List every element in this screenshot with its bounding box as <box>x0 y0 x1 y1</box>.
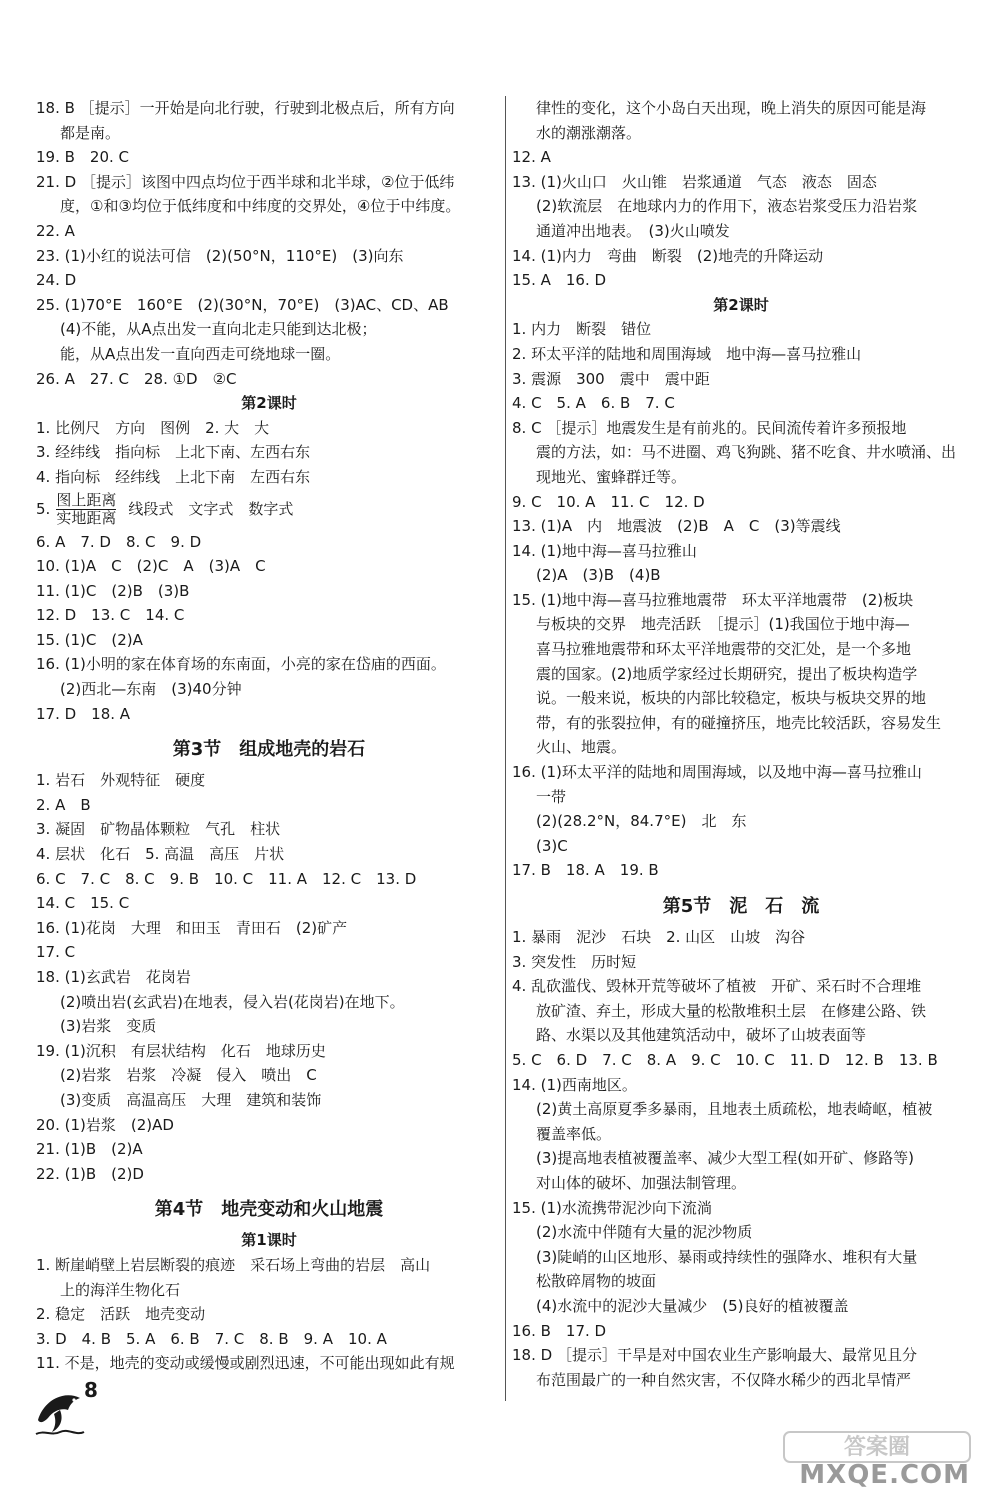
answer-line: 22. A <box>36 221 75 240</box>
answer-line: 1. 岩石 外观特征 硬度 <box>36 771 206 790</box>
answer-line: 4. 层状 化石 5. 高温 高压 片状 <box>36 845 285 864</box>
answer-line: (2)喷出岩(玄武岩)在地表，侵入岩(花岗岩)在地下。 <box>60 992 405 1011</box>
section-heading: 第4节 地壳变动和火山地震 <box>154 1199 384 1221</box>
answer-line: 水的潮涨潮落。 <box>536 123 642 142</box>
answer-line: 19. B 20. C <box>36 148 130 167</box>
answer-line: 震的方法，如：马不进圈、鸡飞狗跳、猪不吃食、井水喷涌、出 <box>536 443 957 462</box>
answer-line: 13. (1)A 内 地震波 (2)B A C (3)等震线 <box>512 517 841 536</box>
answer-line: 17. D 18. A <box>36 704 131 723</box>
lesson-heading: 第1课时 <box>241 1231 297 1250</box>
answer-line: 覆盖率低。 <box>536 1124 612 1143</box>
answer-line: (2)A (3)B (4)B <box>536 566 661 585</box>
answer-line: 6. C 7. C 8. C 9. B 10. C 11. A 12. C 13. D <box>36 869 417 888</box>
dolphin-logo-icon <box>30 1380 90 1440</box>
answer-text: 线段式 文字式 数字式 <box>128 500 294 519</box>
answer-line: (2)软流层 在地球内力的作用下，液态岩浆受压力沿岩浆 <box>536 197 918 216</box>
lesson-heading: 第2课时 <box>241 394 297 413</box>
fraction-denominator: 实地距离 <box>56 509 117 527</box>
answer-line: 13. (1)火山口 火山锥 岩浆通道 气态 液态 固态 <box>512 172 877 191</box>
answer-line: 3. 经纬线 指向标 上北下南、左西右东 <box>36 443 311 462</box>
answer-line: 3. D 4. B 5. A 6. B 7. C 8. B 9. A 10. A <box>36 1329 387 1348</box>
answer-line: 4. 指向标 经纬线 上北下南 左西右东 <box>36 467 311 486</box>
section-heading: 第5节 泥 石 流 <box>662 896 820 917</box>
answer-line: 路、水渠以及其他建筑活动中，破坏了山坡表面等 <box>536 1026 867 1045</box>
answer-line: 能，从A点出发一直向西走可绕地球一圈。 <box>60 344 341 363</box>
answer-line: 16. (1)环太平洋的陆地和周围海域，以及地中海—喜马拉雅山 <box>512 763 922 782</box>
answer-line: (2)水流中伴随有大量的泥沙物质 <box>536 1223 753 1242</box>
left-column <box>36 96 502 1376</box>
answer-line: 松散碎屑物的坡面 <box>536 1272 657 1291</box>
answer-line: (2)岩浆 岩浆 冷凝 侵入 喷出 C <box>60 1066 317 1085</box>
answer-line: 8. C ［提示］地震发生是有前兆的。民间流传着许多预报地 <box>512 418 907 437</box>
answer-line: 律性的变化，这个小岛白天出现，晚上消失的原因可能是海 <box>536 99 927 117</box>
answer-line: 度，①和③均位于低纬度和中纬度的交界处，④位于中纬度。 <box>60 197 461 216</box>
answer-line: (2)黄土高原夏季多暴雨，且地表土质疏松，地表崎岖，植被 <box>536 1100 933 1119</box>
answer-line: 14. (1)西南地区。 <box>512 1075 637 1094</box>
answer-line: 5. C 6. D 7. C 8. A 9. C 10. C 11. D 12. B 13. B <box>512 1050 938 1069</box>
answer-line: 15. (1)水流携带泥沙向下流淌 <box>512 1198 712 1217</box>
answer-line: 12. A <box>512 148 551 167</box>
answer-line: 都是南。 <box>60 123 121 142</box>
answer-line: 14. (1)内力 弯曲 断裂 (2)地壳的升降运动 <box>512 246 824 265</box>
watermark-logo-text: 答案圈 <box>843 1435 911 1460</box>
section-heading: 第3节 组成地壳的岩石 <box>172 739 366 761</box>
answer-line: 14. C 15. C <box>36 894 130 913</box>
answer-line: (3)变质 高温高压 大理 建筑和装饰 <box>60 1090 322 1109</box>
fraction-numerator: 图上距离 <box>56 491 117 509</box>
answer-line: 18. B ［提示］一开始是向北行驶，行驶到北极点后，所有方向 <box>36 99 455 117</box>
answer-line: 10. (1)A C (2)C A (3)A C <box>36 557 266 576</box>
answer-line: 3. 凝固 矿物晶体颗粒 气孔 柱状 <box>36 820 281 839</box>
answer-line: 4. C 5. A 6. B 7. C <box>512 394 675 413</box>
answer-line: 说。一般来说，板块的内部比较稳定，板块与板块交界的地 <box>536 689 927 708</box>
answer-line: 1. 内力 断裂 错位 <box>512 320 652 339</box>
answer-line: 14. (1)地中海—喜马拉雅山 <box>512 541 697 560</box>
answer-line: 通道冲出地表。 (3)火山喷发 <box>536 221 730 240</box>
answer-line: (3)提高地表植被覆盖率、减少大型工程(如开矿、修路等) <box>536 1149 914 1168</box>
answer-line: 对山体的破坏、加强法制管理。 <box>536 1173 747 1192</box>
page-number: 8 <box>84 1378 98 1402</box>
answer-line: (3)陡峭的山区地形、暴雨或持续性的强降水、堆积有大量 <box>536 1247 918 1266</box>
answer-line: 17. B 18. A 19. B <box>512 861 659 880</box>
answer-line: 2. A B <box>36 795 91 814</box>
answer-line: 22. (1)B (2)D <box>36 1164 144 1183</box>
answer-line: 18. (1)玄武岩 花岗岩 <box>36 968 191 986</box>
answer-line: 15. (1)C (2)A <box>36 630 143 649</box>
answer-line: 16. (1)花岗 大理 和田玉 青田石 (2)矿产 <box>36 918 348 937</box>
answer-line: 15. (1)地中海—喜马拉雅地震带 环太平洋地震带 (2)板块 <box>512 590 914 609</box>
answer-line: 23. (1)小红的说法可信 (2)(50°N，110°E) (3)向东 <box>36 246 404 265</box>
answer-line: 21. D ［提示］该图中四点均位于西半球和北半球，②位于低纬 <box>36 172 455 191</box>
answer-line: 6. A 7. D 8. C 9. D <box>36 532 202 551</box>
answer-line: 2. 环太平洋的陆地和周围海域 地中海—喜马拉雅山 <box>512 344 862 363</box>
answer-line: 1. 暴雨 泥沙 石块 2. 山区 山坡 沟谷 <box>512 928 806 946</box>
answer-number: 5. <box>36 500 51 519</box>
lesson-heading: 第2课时 <box>713 295 769 314</box>
right-column <box>512 96 970 1392</box>
answer-line: (2)西北—东南 (3)40分钟 <box>60 680 242 699</box>
answer-line: 26. A 27. C 28. ①D ②C <box>36 369 237 388</box>
answer-line: 11. 不是，地壳的变动或缓慢或剧烈迅速，不可能出现如此有规 <box>36 1354 455 1373</box>
answer-line: 布范围最广的一种自然灾害，不仅降水稀少的西北旱情严 <box>536 1370 912 1389</box>
answer-line: 9. C 10. A 11. C 12. D <box>512 492 705 511</box>
answer-line: 3. 突发性 历时短 <box>512 952 637 971</box>
answer-line: (4)水流中的泥沙大量减少 (5)良好的植被覆盖 <box>536 1296 849 1315</box>
answer-line: 12. D 13. C 14. C <box>36 606 185 625</box>
answer-line: 16. (1)小明的家在体育场的东南面，小亮的家在岱庙的西面。 <box>36 655 446 674</box>
answer-line: 18. D ［提示］干旱是对中国农业生产影响最大、最常见且分 <box>512 1346 917 1365</box>
answer-line: 火山、地震。 <box>536 738 627 757</box>
answer-line: 19. (1)沉积 有层状结构 化石 地球历史 <box>36 1041 326 1060</box>
scale-fraction <box>56 492 116 527</box>
answer-line: 放矿渣、弃土，形成大量的松散堆积土层 在修建公路、铁 <box>536 1001 927 1020</box>
answer-line: 17. C <box>36 943 76 962</box>
answer-line: 1. 断崖峭壁上岩层断裂的痕迹 采石场上弯曲的岩层 高山 <box>36 1255 431 1274</box>
answer-line: 25. (1)70°E 160°E (2)(30°N，70°E) (3)AC、CD、AB <box>36 295 449 314</box>
answer-line: 带，有的张裂拉伸，有的碰撞挤压，地壳比较活跃，容易发生 <box>536 713 942 732</box>
answer-line: 一带 <box>536 787 567 806</box>
answer-line: 现地光、蜜蜂群迁等。 <box>536 467 687 486</box>
answer-line: 4. 乱砍滥伐、毁林开荒等破坏了植被 开矿、采石时不合理堆 <box>512 977 922 996</box>
answer-line: 24. D <box>36 271 77 290</box>
answer-line: 喜马拉雅地震带和环太平洋地震带的交汇处，是一个多地 <box>536 640 912 659</box>
answer-line: 上的海洋生物化石 <box>60 1280 181 1299</box>
answer-line: 16. B 17. D <box>512 1321 607 1340</box>
answer-line: 3. 震源 300 震中 震中距 <box>512 369 710 388</box>
answer-line: (3)C <box>536 836 568 855</box>
answer-line: 1. 比例尺 方向 图例 2. 大 大 <box>36 418 270 437</box>
answer-line: 与板块的交界 地壳活跃 ［提示］(1)我国位于地中海— <box>536 615 910 634</box>
answer-line: (4)不能，从A点出发一直向北走只能到达北极； <box>60 320 377 339</box>
answer-line: 震的国家。(2)地质学家经过长期研究，提出了板块构造学 <box>536 664 918 683</box>
answer-line: 2. 稳定 活跃 地壳变动 <box>36 1305 206 1324</box>
answer-line: 21. (1)B (2)A <box>36 1140 143 1159</box>
column-divider <box>505 96 506 1401</box>
answer-line: (2)(28.2°N，84.7°E) 北 东 <box>536 812 747 831</box>
answer-line: 20. (1)岩浆 (2)AD <box>36 1115 174 1134</box>
answer-line: 11. (1)C (2)B (3)B <box>36 581 190 600</box>
answer-line <box>36 490 502 530</box>
answer-line: 15. A 16. D <box>512 271 607 290</box>
watermark-text: MXQE.COM <box>799 1460 970 1490</box>
answer-line: (3)岩浆 变质 <box>60 1017 157 1036</box>
